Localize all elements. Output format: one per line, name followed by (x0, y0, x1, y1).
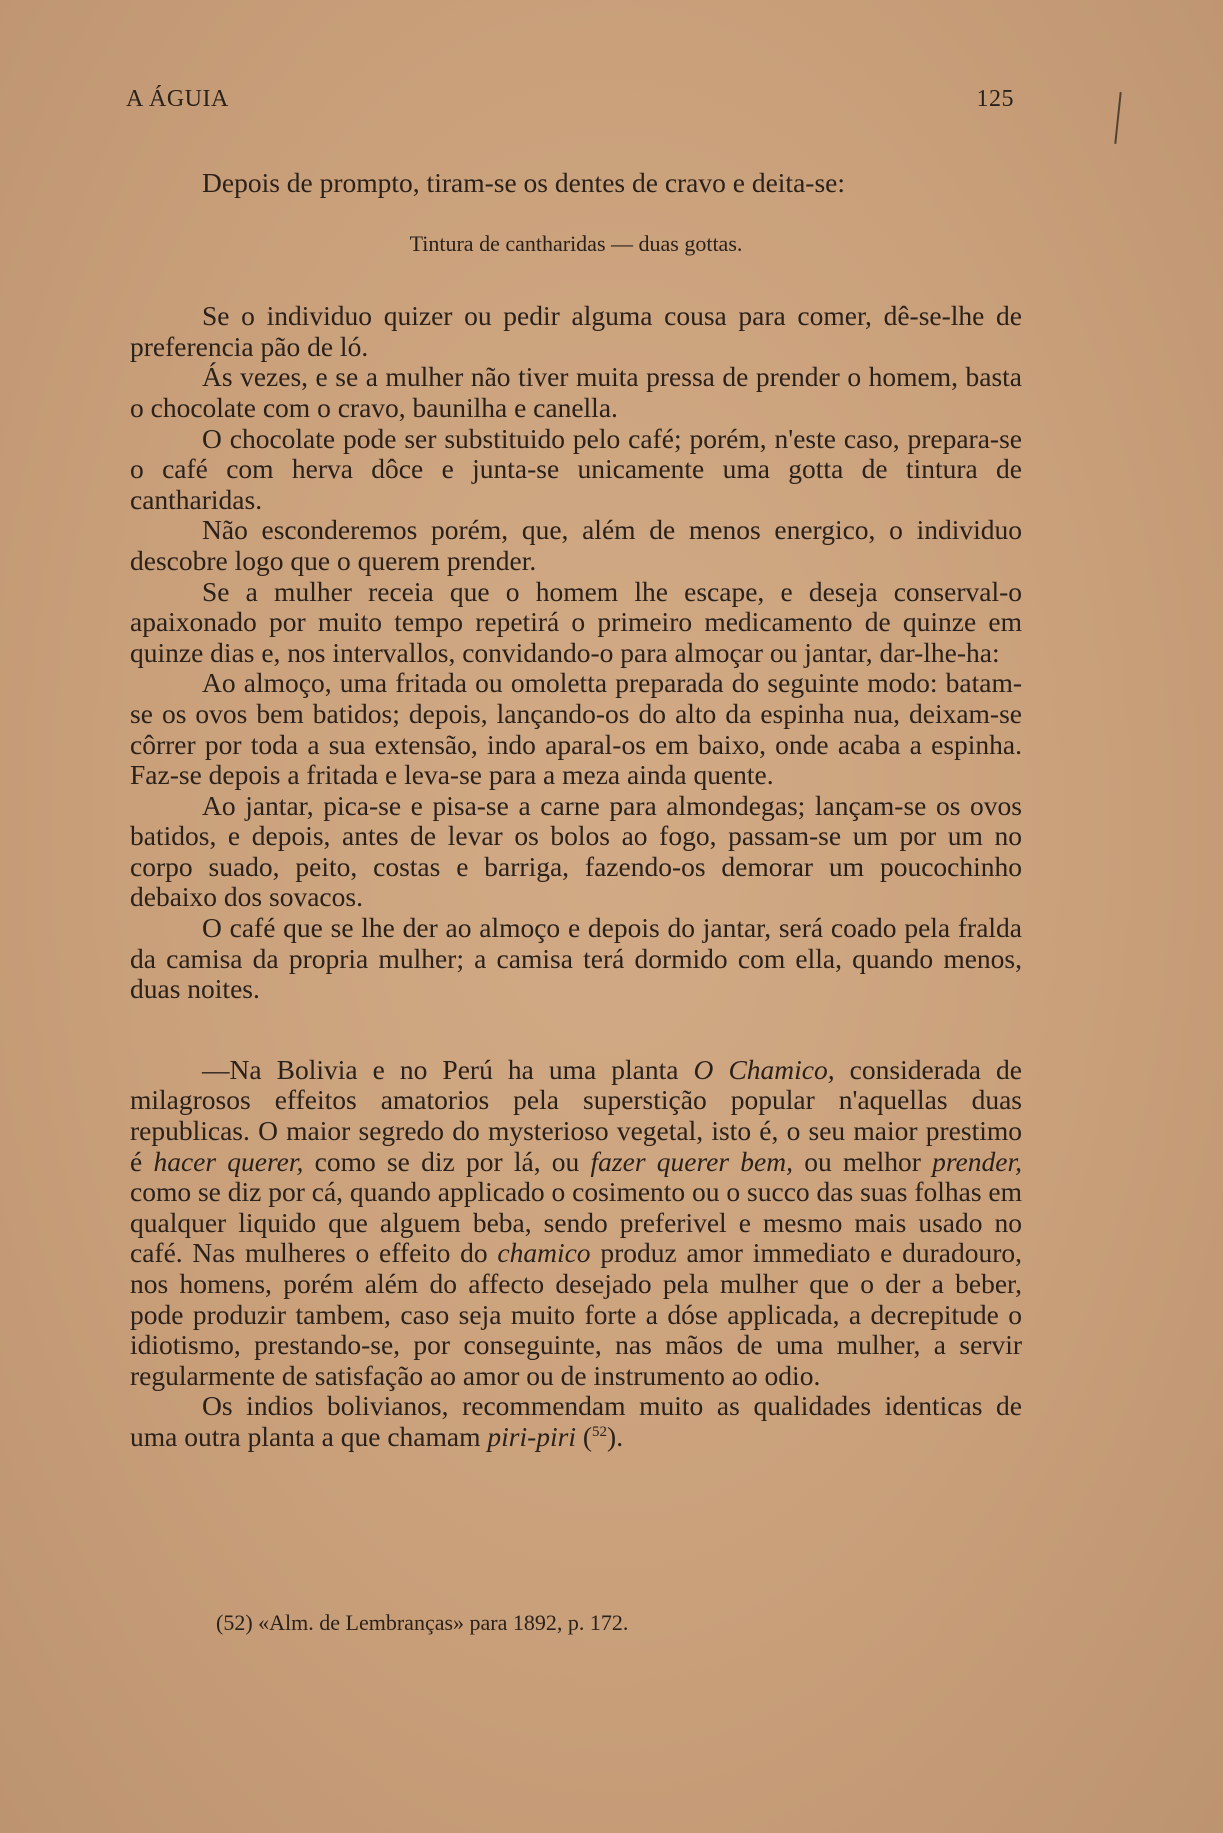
italic-term: chamico (497, 1237, 591, 1269)
italic-term: prender, (932, 1145, 1022, 1177)
paragraph: Ao almoço, uma fritada ou omoletta preparada do seguinte modo: batam-se os ovos bem batidos; depois, lançando-os do alto da espinha nua, deixam-se côrrer por toda a sua extensão, indo aparal-os em baixo, onde acaba a espinha. Faz-se depois a fritada e leva-se para a meza ainda quente. (130, 667, 1022, 791)
paragraph: Depois de prompto, tiram-se os dentes de cravo e deita-se: (202, 167, 845, 198)
footnote (216, 1610, 628, 1636)
page-number: 125 (976, 86, 1014, 112)
text-run: considerada de milagrosos effeitos amatorios pela superstição popular n'aquellas duas republicas. O maior segredo do mysterioso vegetal, isto é, o seu maior prestimo é (130, 1053, 1022, 1177)
italic-term: hacer querer, (153, 1145, 304, 1177)
paragraph: Não esconderemos porém, que, além de menos energico, o individuo descobre logo que o querem prender. (130, 514, 1022, 576)
italic-term: piri-piri (487, 1420, 576, 1452)
text-run: ou melhor (793, 1145, 933, 1177)
paragraph: O café que se lhe der ao almoço e depois do jantar, será coado pela fralda da camisa da propria mulher; a camisa terá dormido com ella, quando menos, duas noites. (130, 912, 1022, 1005)
italic-term: fazer querer bem, (590, 1145, 793, 1177)
paragraph: Se o individuo quizer ou pedir alguma cousa para comer, dê-se-lhe de preferencia pão de ló. (130, 300, 1022, 362)
paragraph-piri-piri (130, 1391, 1022, 1452)
text-run: ). (607, 1420, 624, 1452)
paragraph: Ao jantar, pica-se e pisa-se a carne para almondegas; lançam-se os ovos batidos, e depois, antes de levar os bolos ao fogo, passam-se um por um no corpo suado, peito, costas e barriga, fazendo-os demorar um poucochinho debaixo dos sovacos. (130, 789, 1022, 913)
italic-term: O Chamico, (693, 1053, 835, 1085)
paragraph: Ás vezes, e se a mulher não tiver muita pressa de prender o homem, basta o chocolate com o cravo, baunilha e canella. (130, 361, 1022, 423)
section-gap (130, 1005, 1022, 1055)
paragraph: O chocolate pode ser substituido pelo café; porém, n'este caso, prepara-se o café com herva dôce e junta-se unicamente uma gotta de tintura de cantharidas. (130, 422, 1022, 515)
text-run: —Na Bolivia e no Perú ha uma planta (202, 1053, 694, 1085)
paragraph-chamico (130, 1055, 1022, 1392)
footnote-text: «Alm. de Lembranças» para 1892, p. 172. (258, 1610, 629, 1635)
footnote-marker: (52) (216, 1610, 253, 1635)
recipe-line: Tintura de cantharidas — duas gottas. (409, 230, 743, 256)
page-body (130, 168, 1022, 1453)
text-run: como se diz por cá, quando applicado o cosimento ou o succo das suas folhas em qualquer liquido que alguem beba, sendo preferivel e mesmo mais usado no café. Nas mulheres o effeito do (130, 1176, 1022, 1269)
page-header (126, 86, 1014, 120)
text-run: ( (575, 1420, 593, 1452)
margin-pencil-mark (1114, 92, 1121, 144)
footnote-reference: 52 (592, 1423, 608, 1440)
paragraph: Se a mulher receia que o homem lhe escape, e deseja conserval-o apaixonado por muito tempo repetirá o primeiro medicamento de quinze em quinze dias e, nos intervallos, convidando-o para almoçar ou jantar, dar-lhe-ha: (130, 575, 1022, 668)
running-title: A ÁGUIA (126, 86, 229, 112)
text-run: Os indios bolivianos, recommendam muito as qualidades identicas de uma outra planta a que chamam (130, 1390, 1022, 1452)
text-run: produz amor immediato e duradouro, nos homens, porém além do affecto desejado pela mulher que o der a beber, pode produzir tambem, caso seja muito forte a dóse applicada, a decrepitude o idiotismo, prestando-se, por conseguinte, nas mãos de uma mulher, a servir regularmente de satisfação ao amor ou de instrumento ao odio. (130, 1237, 1022, 1391)
text-run: como se diz por lá, ou (303, 1145, 591, 1177)
